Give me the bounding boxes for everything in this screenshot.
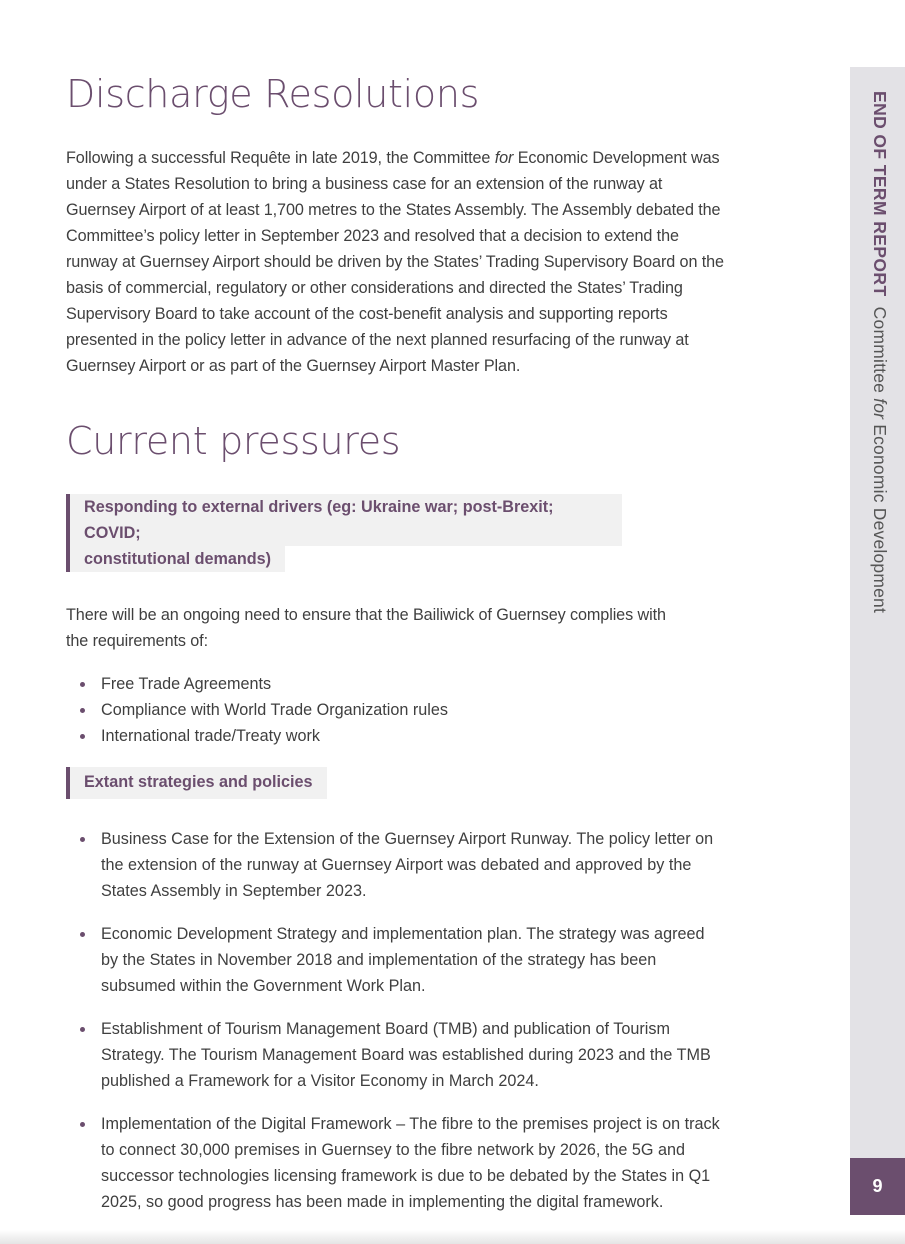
bullet-icon: [80, 932, 85, 937]
list-item: [66, 921, 726, 999]
bullet-icon: [80, 1027, 85, 1032]
list-item: [66, 723, 726, 749]
list-item: [66, 1016, 726, 1094]
page-content: [66, 70, 726, 1215]
requirements-list: [66, 671, 726, 749]
bullet-icon: [80, 682, 85, 687]
sidebar-title-rotated: [869, 91, 890, 613]
sidebar-tab: [850, 67, 905, 1215]
list-item-text: Implementation of the Digital Framework – The fibre to the premises project is on track to connect 30,000 premises in Guernsey to the fibre network by 2026, the 5G and successor technologies licensing framework is due to be debated by the States in Q1 2025, so good progress has been made in implementing the digital framework.: [101, 1115, 720, 1211]
page-bottom-edge: [0, 1230, 905, 1244]
bullet-icon: [80, 1122, 85, 1127]
list-item-text: Economic Development Strategy and implementation plan. The strategy was agreed by the States in November 2018 and implementation of the strategy has been subsumed within the Government Work Plan.: [101, 925, 705, 995]
list-item: [66, 1111, 726, 1215]
strategies-list: [66, 826, 726, 1215]
list-item-text: Establishment of Tourism Management Board (TMB) and publication of Tourism Strategy. The Tourism Management Board was established during 2023 and the TMB published a Framework for a Visitor Economy in March 2024.: [101, 1020, 711, 1090]
committee-suffix: Economic Development: [870, 419, 890, 614]
committee-for: for: [870, 398, 890, 420]
discharge-text-part2: Economic Development was under a States Resolution to bring a business case for an extension of the runway at Guernsey Airport of at least 1,700 metres to the States Assembly. The Assembly debated the Committee’s policy letter in September 2023 and resolved that a decision to extend the runway at Guernsey Airport should be driven by the States’ Trading Supervisory Board on the basis of commercial, regulatory or other considerations and directed the States’ Trading Supervisory Board to take account of the cost-benefit analysis and supporting reports presented in the policy letter in advance of the next planned resurfacing of the runway at Guernsey Airport or as part of the Guernsey Airport Master Plan.: [66, 149, 724, 375]
callout-external-drivers: [66, 494, 622, 572]
list-item: [66, 671, 726, 697]
page-number: 9: [850, 1158, 905, 1215]
requirements-intro: There will be an ongoing need to ensure that the Bailiwick of Guernsey complies with the requirements of:: [66, 606, 666, 650]
bullet-icon: [80, 734, 85, 739]
report-title: END OF TERM REPORT: [870, 91, 890, 297]
callout-extant-strategies: Extant strategies and policies: [66, 767, 327, 799]
list-item-text: Compliance with World Trade Organization rules: [101, 701, 448, 719]
list-item-text: Free Trade Agreements: [101, 675, 272, 693]
committee-prefix: Committee: [870, 306, 890, 399]
list-item-text: Business Case for the Extension of the Guernsey Airport Runway. The policy letter on the extension of the runway at Guernsey Airport was debated and approved by the States Assembly in September 2023.: [101, 830, 714, 900]
discharge-text-part1: Following a successful Requête in late 2019, the Committee: [66, 149, 495, 167]
sidebar-title: [850, 67, 905, 1157]
bullet-icon: [80, 837, 85, 842]
bullet-icon: [80, 708, 85, 713]
callout-external-drivers-line2: constitutional demands): [70, 546, 285, 572]
heading-current-pressures: Current pressures: [66, 419, 401, 463]
list-item-text: International trade/Treaty work: [101, 727, 320, 745]
callout-external-drivers-line1: Responding to external drivers (eg: Ukraine war; post-Brexit; COVID;: [70, 494, 622, 546]
list-item: [66, 697, 726, 723]
discharge-text-for: for: [494, 149, 514, 167]
list-item: [66, 826, 726, 904]
discharge-paragraph: [66, 145, 726, 379]
heading-discharge-resolutions: Discharge Resolutions: [66, 72, 480, 116]
